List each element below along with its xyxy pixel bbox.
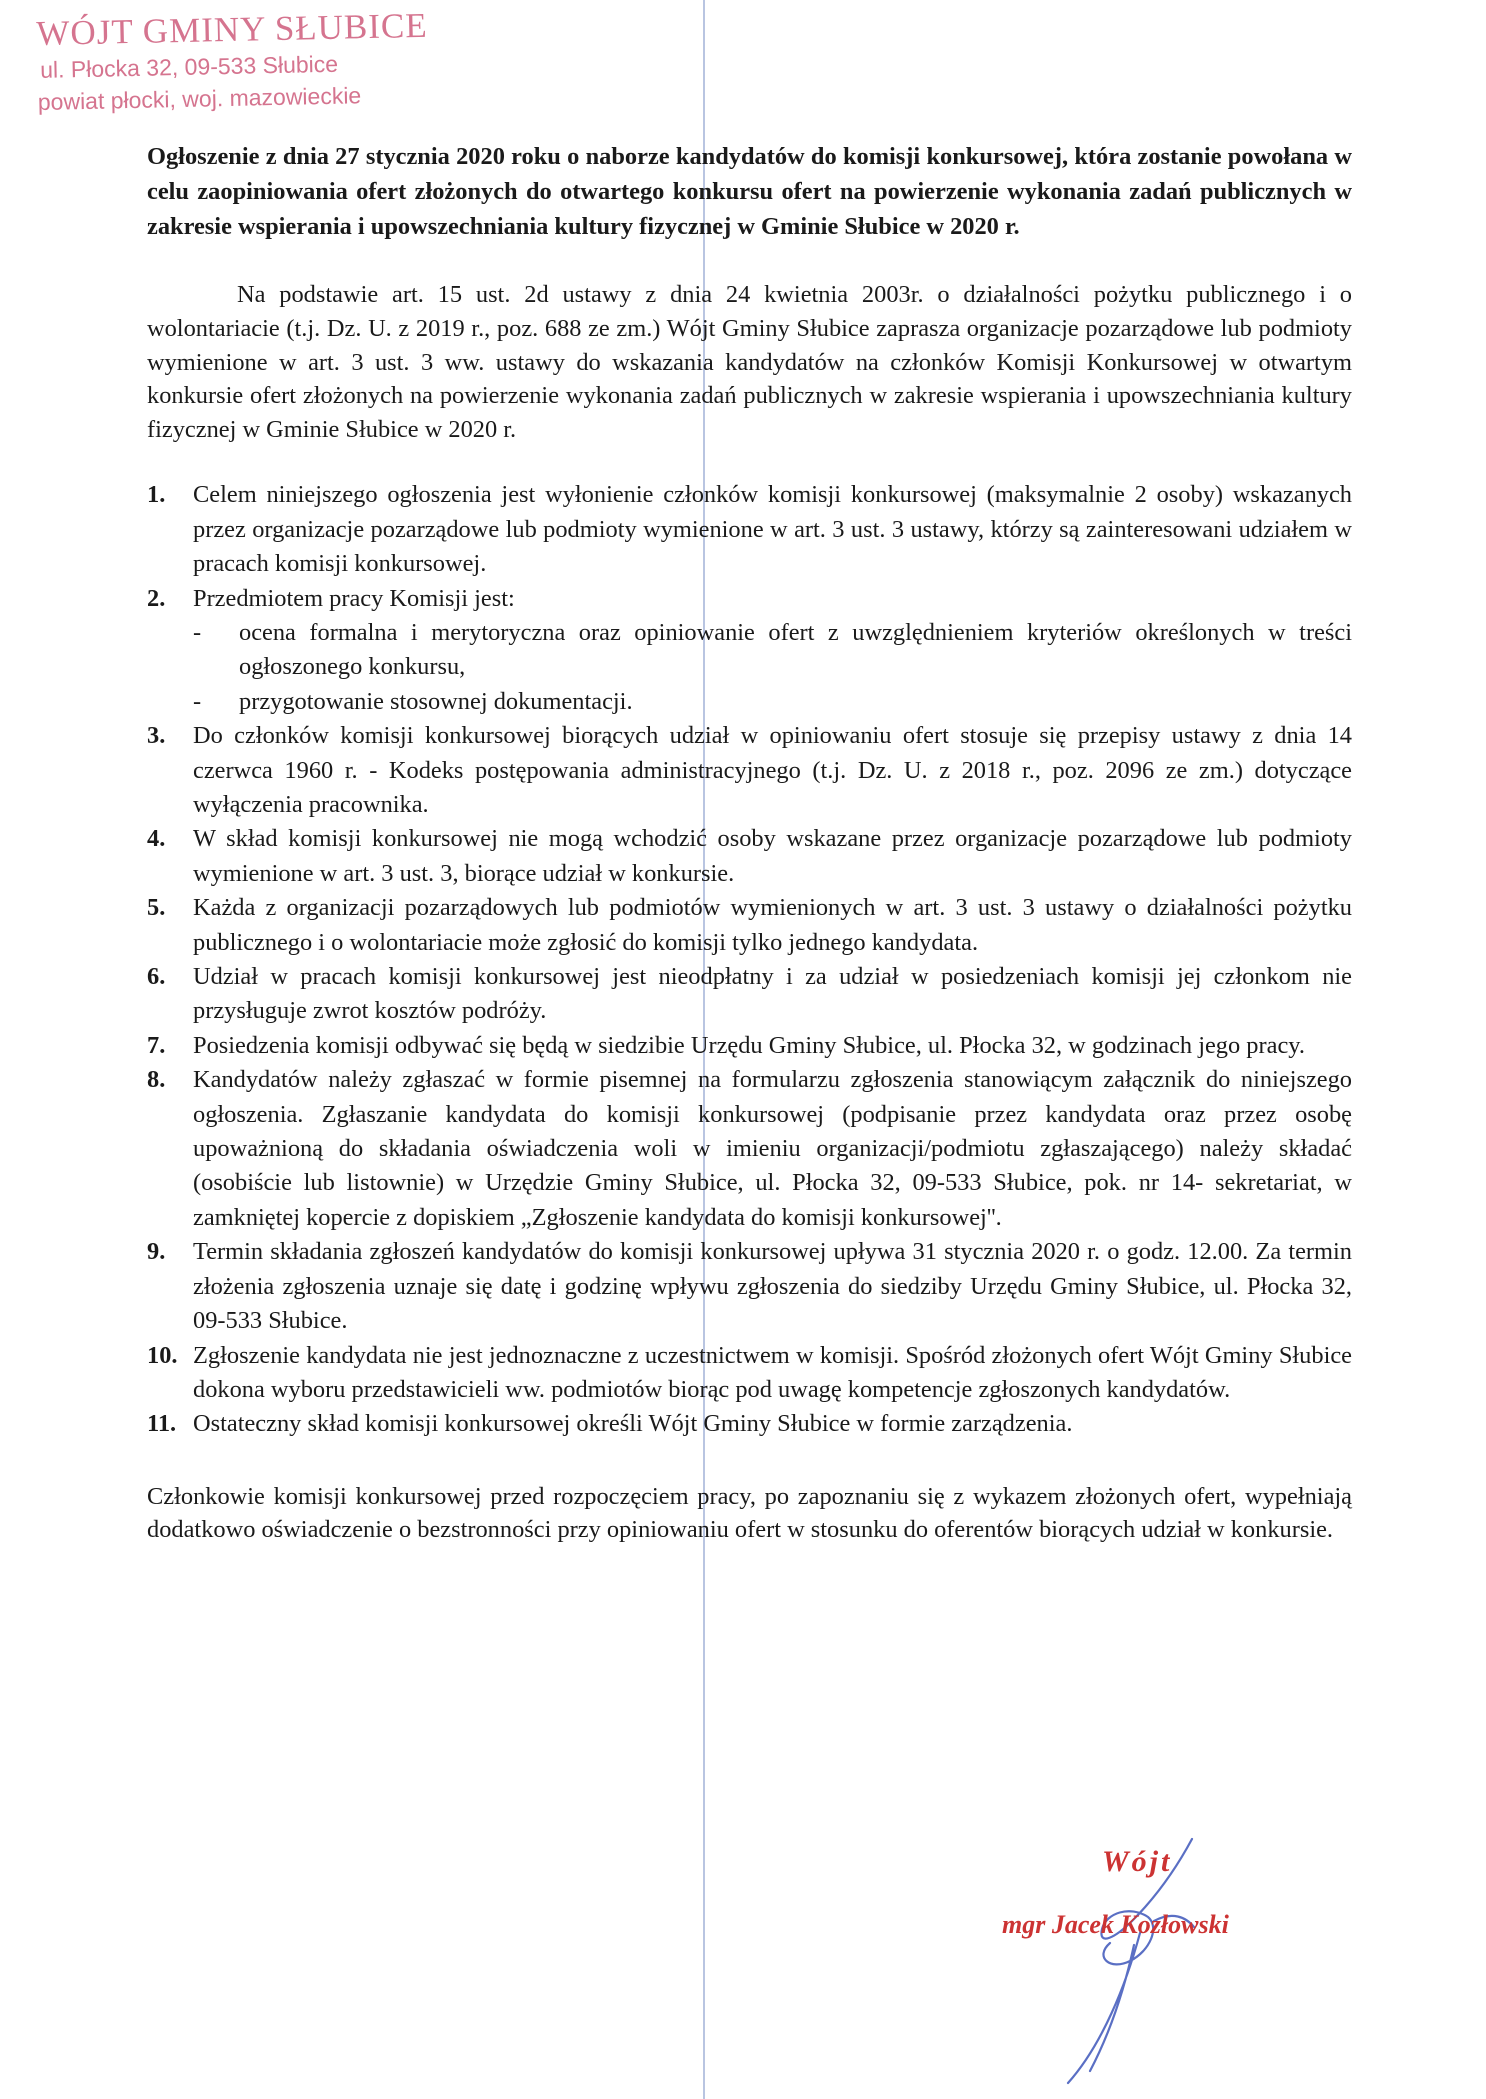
list-item-text: W skład komisji konkursowej nie mogą wchodzić osoby wskazane przez organizacje pozarządowe lub podmioty wymienione w art. 3 ust. 3, biorące udział w konkursie. (193, 825, 1352, 887)
sub-list-item (193, 685, 1352, 719)
list-item (147, 719, 1352, 822)
stamp-address: ul. Płocka 32, 09-533 Słubice (39, 50, 339, 83)
document-body (147, 140, 1352, 1547)
list-item-text: Udział w pracach komisji konkursowej jest nieodpłatny i za udział w posiedzeniach komisji jej członkom nie przysługuje zwrot kosztów podróży. (193, 963, 1352, 1025)
list-item-number: 5. (147, 894, 166, 922)
list-item (147, 822, 1352, 891)
list-item-text: Każda z organizacji pozarządowych lub podmiotów wymienionych w art. 3 ust. 3 ustawy o działalności pożytku publicznego i o wolontariacie może zgłosić do komisji tylko jednego kandydata. (193, 894, 1352, 956)
list-item-number: 1. (147, 481, 166, 509)
list-item-number: 3. (147, 722, 166, 750)
list-item-number: 8. (147, 1066, 166, 1094)
sub-list-item-text: ocena formalna i merytoryczna oraz opiniowanie ofert z uwzględnieniem kryteriów określonych w treści ogłoszonego konkursu, (239, 618, 1352, 681)
sub-list (193, 616, 1352, 719)
sub-list-item (193, 616, 1352, 685)
list-item-text: Ostateczny skład komisji konkursowej określi Wójt Gminy Słubice w formie zarządzenia. (193, 1410, 1073, 1438)
list-item-text: Kandydatów należy zgłaszać w formie pisemnej na formularzu zgłoszenia stanowiącym załącznik do niniejszego ogłoszenia. Zgłaszanie kandydata do komisji konkursowej (podpisanie przez kandydata oraz przez osobę upoważnioną do składania oświadczenia woli w imieniu organizacji/podmiotu zgłaszającego) należy składać (osobiście lub listownie) w Urzędzie Gminy Słubice, ul. Płocka 32, 09-533 Słubice, pok. nr 14- sekretariat, w zamkniętej kopercie z dopiskiem „Zgłoszenie kandydata do komisji konkursowej''. (193, 1066, 1352, 1231)
list-item (147, 891, 1352, 960)
list-item-number: 6. (147, 963, 166, 991)
list-item-number: 4. (147, 825, 166, 853)
stamp-office-name: WÓJT GMINY SŁUBICE (36, 5, 429, 53)
list-item (147, 582, 1352, 720)
signature-block (990, 1825, 1310, 2085)
intro-paragraph: Na podstawie art. 15 ust. 2d ustawy z dnia 24 kwietnia 2003r. o działalności pożytku publicznego i o wolontariacie (t.j. Dz. U. z 2019 r., poz. 688 ze zm.) Wójt Gminy Słubice zaprasza organizacje pozarządowe lub podmioty wymienione w art. 3 ust. 3 ww. ustawy do wskazania kandydatów na członków Komisji Konkursowej w otwartym konkursie ofert złożonych na powierzenie wykonania zadań publicznych w zakresie wspierania i upowszechniania kultury fizycznej w Gminie Słubice w 2020 r. (147, 281, 1352, 443)
signature-name: mgr Jacek Kozłowski (1002, 1910, 1229, 1939)
list-item (147, 960, 1352, 1029)
list-item-text: Zgłoszenie kandydata nie jest jednoznaczne z uczestnictwem w komisji. Spośród złożonych ofert Wójt Gminy Słubice dokona wyboru przedstawicieli ww. podmiotów biorąc pod uwagę kompetencje zgłoszonych kandydatów. (193, 1341, 1352, 1403)
list-item (147, 478, 1352, 581)
dash-bullet: - (193, 618, 202, 646)
list-item-text: Do członków komisji konkursowej biorących udział w opiniowaniu ofert stosuje się przepisy ustawy z dnia 14 czerwca 1960 r. - Kodeks postępowania administracyjnego (t.j. Dz. U. z 2018 r., poz. 2096 ze zm.) dotyczące wyłączenia pracownika. (193, 722, 1352, 819)
list-item (147, 1407, 1352, 1441)
list-item (147, 1029, 1352, 1063)
header-stamp (36, 6, 429, 118)
dash-bullet: - (193, 687, 202, 715)
list-item-number: 2. (147, 584, 166, 612)
list-item (147, 1063, 1352, 1235)
signature-title: Wójt (1102, 1845, 1173, 1878)
list-item-text: Termin składania zgłoszeń kandydatów do komisji konkursowej upływa 31 stycznia 2020 r. o godz. 12.00. Za termin złożenia zgłoszenia uznaje się datę i godzinę wpływu zgłoszenia do siedziby Urzędu Gminy Słubice, ul. Płocka 32, 09-533 Słubice. (193, 1238, 1352, 1335)
list-item-number: 11. (147, 1410, 177, 1438)
list-item (147, 1339, 1352, 1408)
list-item-text: Celem niniejszego ogłoszenia jest wyłonienie członków komisji konkursowej (maksymalnie 2 osoby) wskazanych przez organizacje pozarządowe lub podmioty wymienione w art. 3 ust. 3 ustawy, którzy są zainteresowani udziałem w pracach komisji konkursowej. (193, 481, 1352, 578)
list-item-number: 9. (147, 1238, 166, 1266)
list-item-number: 10. (147, 1341, 178, 1369)
list-item-number: 7. (147, 1031, 166, 1059)
list-item-text: Posiedzenia komisji odbywać się będą w siedzibie Urzędu Gminy Słubice, ul. Płocka 32, w godzinach jego pracy. (193, 1031, 1305, 1059)
closing-paragraph: Członkowie komisji konkursowej przed rozpoczęciem pracy, po zapoznaniu się z wykazem złożonych ofert, wypełniają dodatkowo oświadczenie o bezstronności przy opiniowaniu ofert w stosunku do oferentów biorących udział w konkursie. (147, 1482, 1352, 1544)
list-item (147, 1235, 1352, 1338)
list-item-text: Przedmiotem pracy Komisji jest: (193, 584, 515, 612)
document-heading: Ogłoszenie z dnia 27 stycznia 2020 roku o naborze kandydatów do komisji konkursowej, która zostanie powołana w celu zaopiniowania ofert złożonych do otwartego konkursu ofert na powierzenie wykonania zadań publicznych w zakresie wspierania i upowszechniania kultury fizycznej w Gminie Słubice w 2020 r. (147, 143, 1352, 240)
numbered-list (147, 478, 1352, 1441)
stamp-region: powiat płocki, woj. mazowieckie (37, 82, 362, 115)
sub-list-item-text: przygotowanie stosownej dokumentacji. (239, 687, 633, 715)
